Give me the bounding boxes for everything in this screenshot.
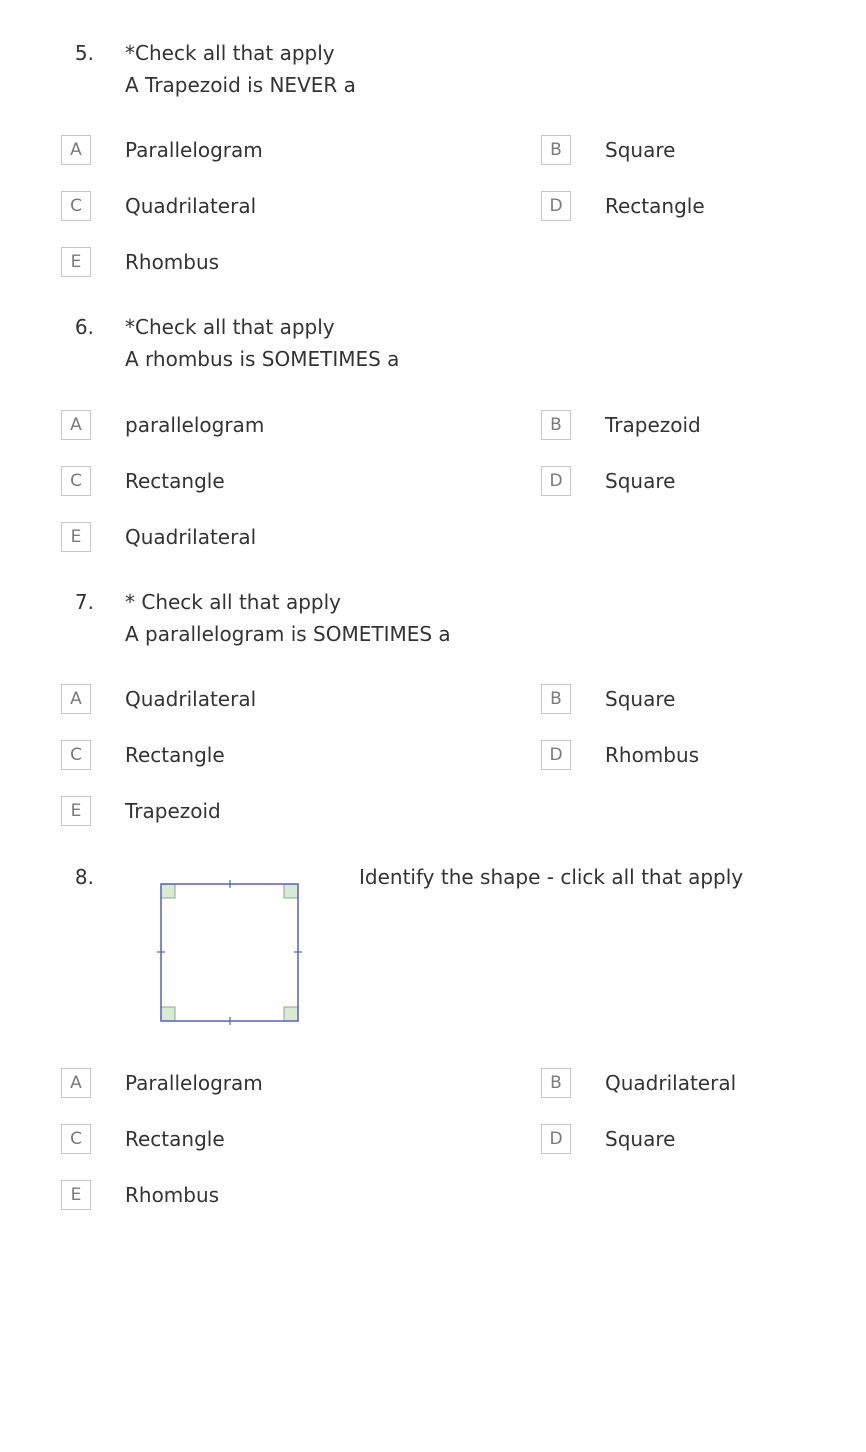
option-c-checkbox[interactable]: C bbox=[61, 191, 91, 221]
option-c-checkbox[interactable]: C bbox=[61, 1124, 91, 1154]
option-c-label[interactable]: Rectangle bbox=[125, 469, 225, 493]
option-b-checkbox[interactable]: B bbox=[541, 684, 571, 714]
option-b-label[interactable]: Square bbox=[605, 687, 676, 711]
option-c-label[interactable]: Rectangle bbox=[125, 743, 225, 767]
option-e-label[interactable]: Rhombus bbox=[125, 1183, 220, 1207]
square-outline bbox=[161, 884, 298, 1021]
option-a-checkbox[interactable]: A bbox=[61, 1068, 91, 1098]
question-prompt: Identify the shape - click all that apply bbox=[359, 865, 744, 889]
right-angle-marker bbox=[284, 1007, 298, 1021]
option-e-label[interactable]: Quadrilateral bbox=[125, 525, 257, 549]
question-prompt bbox=[125, 586, 451, 650]
option-a-checkbox[interactable]: A bbox=[61, 410, 91, 440]
option-d-label[interactable]: Square bbox=[605, 1127, 676, 1151]
option-a-label[interactable]: Quadrilateral bbox=[125, 687, 257, 711]
option-a-label[interactable]: parallelogram bbox=[125, 413, 265, 437]
question-prompt bbox=[125, 311, 399, 375]
option-a-checkbox[interactable]: A bbox=[61, 684, 91, 714]
right-angle-marker bbox=[161, 1007, 175, 1021]
question-number: 7. bbox=[74, 590, 94, 614]
option-e-label[interactable]: Rhombus bbox=[125, 250, 220, 274]
option-b-checkbox[interactable]: B bbox=[541, 1068, 571, 1098]
option-e-checkbox[interactable]: E bbox=[61, 522, 91, 552]
question-instruction: * Check all that apply bbox=[125, 590, 341, 614]
question-number: 8. bbox=[74, 865, 94, 889]
option-a-checkbox[interactable]: A bbox=[61, 135, 91, 165]
option-e-label[interactable]: Trapezoid bbox=[125, 799, 221, 823]
question-statement: A parallelogram is SOMETIMES a bbox=[125, 622, 451, 646]
option-d-label[interactable]: Rectangle bbox=[605, 194, 705, 218]
option-b-checkbox[interactable]: B bbox=[541, 410, 571, 440]
option-d-label[interactable]: Square bbox=[605, 469, 676, 493]
option-d-label[interactable]: Rhombus bbox=[605, 743, 700, 767]
question-statement: A rhombus is SOMETIMES a bbox=[125, 347, 400, 371]
option-a-label[interactable]: Parallelogram bbox=[125, 138, 263, 162]
option-c-checkbox[interactable]: C bbox=[61, 740, 91, 770]
square-figure-svg bbox=[155, 878, 305, 1028]
option-d-checkbox[interactable]: D bbox=[541, 466, 571, 496]
option-d-checkbox[interactable]: D bbox=[541, 191, 571, 221]
option-e-checkbox[interactable]: E bbox=[61, 1180, 91, 1210]
option-a-label[interactable]: Parallelogram bbox=[125, 1071, 263, 1095]
option-b-label[interactable]: Trapezoid bbox=[605, 413, 701, 437]
right-angle-marker bbox=[161, 884, 175, 898]
option-c-checkbox[interactable]: C bbox=[61, 466, 91, 496]
option-e-checkbox[interactable]: E bbox=[61, 796, 91, 826]
option-b-label[interactable]: Quadrilateral bbox=[605, 1071, 737, 1095]
square-figure bbox=[155, 878, 305, 1028]
question-prompt bbox=[125, 37, 356, 101]
option-c-label[interactable]: Quadrilateral bbox=[125, 194, 257, 218]
question-number: 5. bbox=[74, 41, 94, 65]
question-statement: A Trapezoid is NEVER a bbox=[125, 73, 356, 97]
option-d-checkbox[interactable]: D bbox=[541, 740, 571, 770]
question-instruction: *Check all that apply bbox=[125, 41, 335, 65]
option-e-checkbox[interactable]: E bbox=[61, 247, 91, 277]
option-b-checkbox[interactable]: B bbox=[541, 135, 571, 165]
question-instruction: *Check all that apply bbox=[125, 315, 335, 339]
question-number: 6. bbox=[74, 315, 94, 339]
option-c-label[interactable]: Rectangle bbox=[125, 1127, 225, 1151]
right-angle-marker bbox=[284, 884, 298, 898]
option-b-label[interactable]: Square bbox=[605, 138, 676, 162]
option-d-checkbox[interactable]: D bbox=[541, 1124, 571, 1154]
